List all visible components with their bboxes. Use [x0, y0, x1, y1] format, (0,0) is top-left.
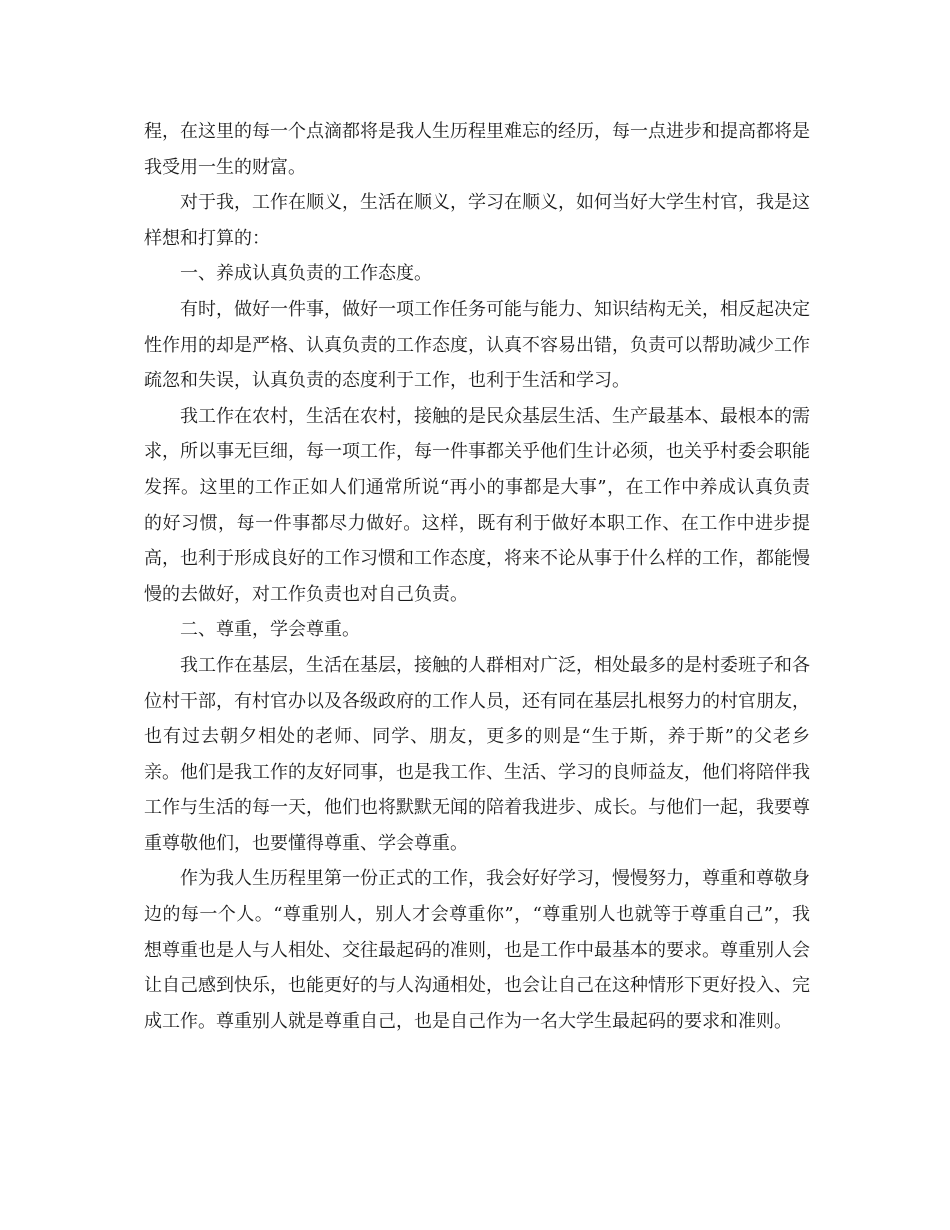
paragraph-intro: 对于我，工作在顺义，生活在顺义，学习在顺义，如何当好大学生村官，我是这样想和打算的： [144, 192, 810, 249]
paragraph: 我工作在农村，生活在农村，接触的是民众基层生活、生产最基本、最根本的需求，所以事无巨细，每一项工作，每一件事都关乎他们生计必须，也关乎村委会职能发挥。这里的工作正如人们通常所说“再小的事都是大事”，在工作中养成认真负责的好习惯，每一件事都尽力做好。这样，既有利于做好本职工作、在工作中进步提高，也利于形成良好的工作习惯和工作态度，将来不论从事于什么样的工作，都能慢慢的去做好，对工作负责也对自己负责。 [144, 405, 810, 605]
paragraph-continuation: 程，在这里的每一个点滴都将是我人生历程里难忘的经历，每一点进步和提高都将是我受用一生的财富。 [144, 121, 810, 178]
paragraph: 有时，做好一件事，做好一项工作任务可能与能力、知识结构无关，相反起决定性作用的却是严格、认真负责的工作态度，认真不容易出错，负责可以帮助减少工作疏忽和失误，认真负责的态度利于工作，也利于生活和学习。 [144, 298, 810, 392]
section-heading-2: 二、尊重，学会尊重。 [180, 619, 360, 641]
document-body [144, 114, 810, 1039]
paragraph: 我工作在基层，生活在基层，接触的人群相对广泛，相处最多的是村委班子和各位村干部，有村官办以及各级政府的工作人员，还有同在基层扎根努力的村官朋友，也有过去朝夕相处的老师、同学、朋友，更多的则是“生于斯，养于斯”的父老乡亲。他们是我工作的友好同事，也是我工作、生活、学习的良师益友，他们将陪伴我工作与生活的每一天，他们也将默默无闻的陪着我进步、成长。与他们一起，我要尊重尊敬他们，也要懂得尊重、学会尊重。 [144, 654, 810, 854]
paragraph: 作为我人生历程里第一份正式的工作，我会好好学习，慢慢努力，尊重和尊敬身边的每一个人。“尊重别人，别人才会尊重你”，“尊重别人也就等于尊重自己”，我想尊重也是人与人相处、交往最起码的准则，也是工作中最基本的要求。尊重别人会让自己感到快乐，也能更好的与人沟通相处，也会让自己在这种情形下更好投入、完成工作。尊重别人就是尊重自己，也是自己作为一名大学生最起码的要求和准则。 [144, 868, 810, 1032]
section-heading-1: 一、养成认真负责的工作态度。 [180, 263, 432, 285]
